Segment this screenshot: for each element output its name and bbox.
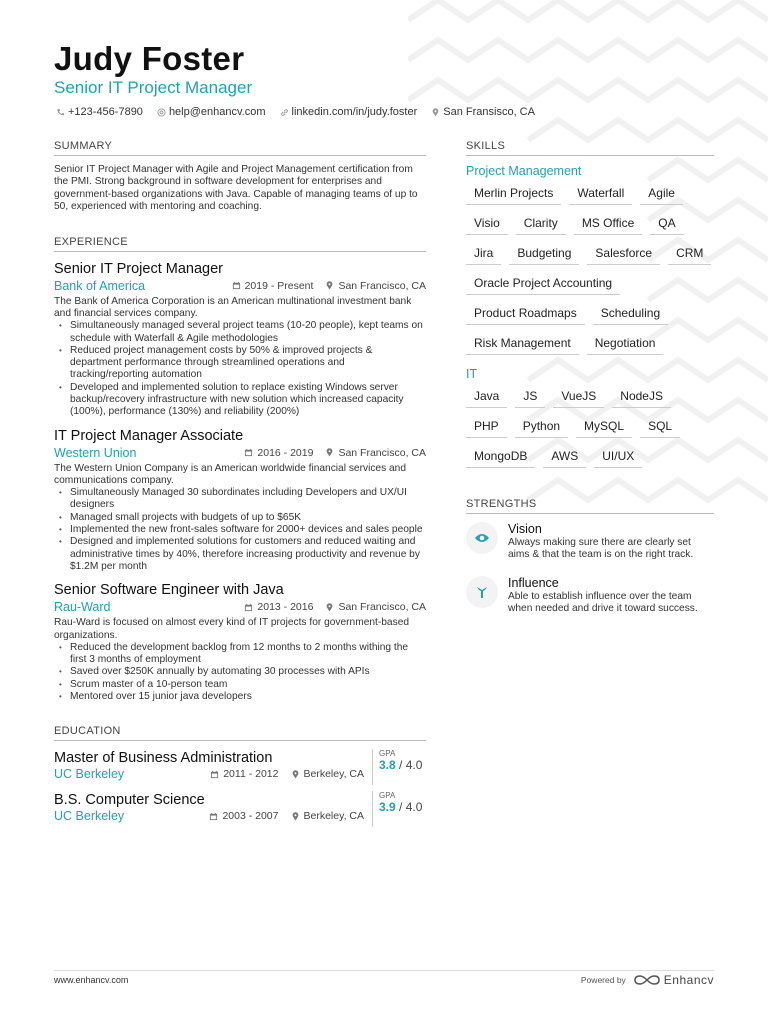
bullet-item: • Mentored over 15 junior java developers [54, 691, 426, 703]
skill-tags [466, 184, 714, 355]
skill-tag: UI/UX [594, 447, 642, 468]
footer [54, 970, 714, 987]
bullet-item: • Reduced the development backlog from 12 months to 2 months withing the first 3 months of employment [54, 642, 426, 667]
skill-tag: Negotiation [587, 334, 664, 355]
bullet-item: • Scrum master of a 10-person team [54, 679, 426, 691]
degree: B.S. Computer Science [54, 792, 205, 809]
strength-title: Vision [508, 522, 542, 536]
job-description: Rau-Ward is focused on almost every kind of IT projects for government-based organizations. [54, 617, 410, 641]
influence-icon [466, 576, 498, 608]
bullet-item: • Simultaneously Managed 30 subordinates including Developers and UX/UI designers [54, 487, 426, 512]
strengths-heading: STRENGTHS [466, 498, 714, 514]
phone-text: +123-456-7890 [68, 106, 143, 118]
skill-tag: Budgeting [509, 244, 579, 265]
contact-linkedin[interactable] [280, 106, 418, 118]
experience-entry [54, 260, 426, 419]
contact-phone[interactable] [56, 106, 143, 118]
strength-title: Influence [508, 575, 559, 590]
summary-heading: SUMMARY [54, 140, 426, 156]
experience-entry [54, 581, 426, 703]
skill-tag: MySQL [576, 417, 632, 438]
bullet-item: • Simultaneously managed several project teams (10-20 people), kept teams on schedule with Waterfall & Agile methodologies [54, 320, 426, 345]
phone-icon [56, 108, 65, 117]
job-description: The Bank of America Corporation is an American multinational investment bank and financial services company. [54, 295, 412, 319]
resume-header [54, 40, 252, 98]
job-description: The Western Union Company is an American worldwide financial services and communications company. [54, 462, 407, 486]
location-text: San Fransisco, CA [443, 106, 535, 118]
gpa-block [372, 791, 422, 827]
calendar-icon [244, 603, 253, 612]
skill-tag: JS [515, 387, 545, 408]
brand-logo[interactable] [634, 973, 714, 987]
job-title: IT Project Manager Associate [54, 427, 244, 444]
skill-tag: SQL [640, 417, 680, 438]
email-text: help@enhancv.com [168, 106, 266, 118]
calendar-icon [244, 448, 253, 457]
skill-tag: MongoDB [466, 447, 535, 468]
job-bullets [54, 320, 426, 418]
powered-by-label: Powered by [580, 975, 626, 985]
skill-tag: PHP [466, 417, 507, 438]
skill-tag: Risk Management [466, 334, 579, 355]
bullet-item: • Saved over $250K annually by automating 30 processes with APIs [54, 666, 426, 678]
skill-tag: Agile [640, 184, 683, 205]
footer-url[interactable]: www.enhancv.com [54, 975, 129, 985]
company-name: Rau-Ward [54, 600, 111, 615]
calendar-icon [209, 812, 218, 821]
school-name: UC Berkeley [54, 809, 125, 824]
contact-location [431, 106, 535, 118]
gpa-value: 3.9 [379, 800, 396, 815]
job-bullets [54, 642, 426, 703]
bullet-item: • Reduced project management costs by 50% & improved projects & department performance through streamlined operations and tracking/reporting automation [54, 345, 426, 382]
experience-entry [54, 427, 426, 574]
gpa-max: / 4.0 [399, 800, 423, 815]
gpa-value: 3.8 [379, 758, 396, 773]
skill-tag: Jira [466, 244, 501, 265]
link-icon [280, 108, 289, 117]
job-location: San Francisco, CA [338, 446, 426, 459]
job-location: San Francisco, CA [338, 601, 426, 614]
strength-item [466, 522, 714, 562]
calendar-icon [232, 281, 241, 290]
education-entry [54, 791, 426, 827]
bullet-item: • Developed and implemented solution to replace existing Windows server backup/recovery infrastructure with new solution which increased capacity (100%), performance (130%) and reliability (200%) [54, 382, 426, 419]
location-pin-icon [431, 108, 440, 117]
skill-tag: MS Office [574, 214, 642, 235]
strength-desc: Always making sure there are clearly set aims & that the team is on the right track. [508, 537, 694, 561]
gpa-block [372, 749, 422, 785]
contact-email[interactable] [157, 106, 266, 118]
bullet-item: • Designed and implemented solutions for customers and reduced waiting and administrative times by 40%, therefore increasing productivity and revenue by $1.2M per month [54, 536, 426, 573]
company-name: Bank of America [54, 278, 146, 293]
job-dates: 2013 - 2016 [257, 601, 314, 614]
skill-tag: CRM [668, 244, 711, 265]
bullet-item: • Managed small projects with budgets of up to $65K [54, 512, 426, 524]
linkedin-text: linkedin.com/in/judy.foster [291, 106, 418, 118]
job-title: Senior Software Engineer with Java [54, 582, 284, 599]
school-name: UC Berkeley [54, 767, 125, 782]
skill-tag: VueJS [553, 387, 604, 408]
location-pin-icon [291, 812, 300, 821]
location-pin-icon [325, 603, 334, 612]
skills-heading: SKILLS [466, 140, 714, 156]
summary-text: Senior IT Project Manager with Agile and Project Management certification from the PMI. Strong background in software development for enterprises and government-based organizations with Java. Capable of managing teams of up to 50, experienced with mentoring and coaching. [54, 164, 418, 213]
contact-info [56, 106, 535, 118]
powered-by [581, 973, 714, 987]
skill-tag: Scheduling [593, 304, 668, 325]
job-title: Senior IT Project Manager [54, 260, 223, 277]
skill-category: Project Management [466, 164, 582, 178]
job-dates: 2016 - 2019 [257, 446, 314, 459]
location-pin-icon [325, 281, 334, 290]
experience-heading: EXPERIENCE [54, 236, 426, 252]
skill-tag: Python [515, 417, 568, 438]
gpa-label: GPA [379, 791, 396, 801]
location-pin-icon [325, 448, 334, 457]
skill-tag: NodeJS [612, 387, 671, 408]
skill-category: IT [466, 367, 478, 381]
education-entry [54, 749, 426, 785]
location-pin-icon [291, 770, 300, 779]
brand-name: Enhancv [663, 973, 714, 987]
job-location: San Francisco, CA [338, 279, 426, 292]
candidate-name: Judy Foster [54, 40, 245, 77]
skill-tag: Merlin Projects [466, 184, 561, 205]
gpa-max: / 4.0 [399, 758, 423, 773]
skill-tag: QA [650, 214, 683, 235]
skill-tag: Oracle Project Accounting [466, 274, 620, 295]
calendar-icon [210, 770, 219, 779]
left-column [54, 140, 426, 833]
job-bullets [54, 487, 426, 573]
eye-icon [466, 522, 498, 554]
skill-tag: Salesforce [587, 244, 660, 265]
right-column [466, 140, 714, 630]
at-icon [157, 108, 166, 117]
job-dates: 2019 - Present [244, 279, 314, 292]
skill-tags [466, 387, 714, 468]
skill-tag: AWS [543, 447, 586, 468]
edu-location: Berkeley, CA [303, 768, 364, 781]
skill-tag: Waterfall [569, 184, 632, 205]
skill-tag: Clarity [516, 214, 566, 235]
degree: Master of Business Administration [54, 750, 273, 767]
enhancv-logo-icon [634, 974, 660, 986]
education-heading: EDUCATION [54, 725, 426, 741]
bullet-item: • Implemented the new front-sales software for 2000+ devices and sales people [54, 524, 426, 536]
strength-desc: Able to establish influence over the team when needed and drive it toward success. [508, 590, 698, 615]
edu-dates: 2011 - 2012 [223, 768, 279, 781]
gpa-label: GPA [379, 749, 396, 759]
strength-item [466, 576, 714, 616]
skill-tag: Visio [466, 214, 508, 235]
edu-dates: 2003 - 2007 [222, 810, 279, 823]
candidate-title: Senior IT Project Manager [54, 78, 253, 97]
edu-location: Berkeley, CA [303, 810, 364, 823]
skill-tag: Java [466, 387, 507, 408]
skill-tag: Product Roadmaps [466, 304, 585, 325]
company-name: Western Union [54, 445, 137, 460]
